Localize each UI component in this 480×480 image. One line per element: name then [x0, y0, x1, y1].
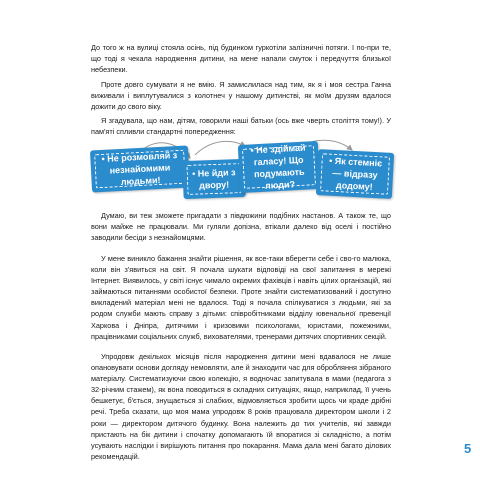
warning-card-1: [90, 145, 190, 192]
paragraph-2: Проте довго сумувати я не вмію. Я замислилася над тим, як я і моя сестра Ганна виживали і виплутувалися з колотнеч у нашому дитинстві, як моїм друзям вдалося дожити до свого віку.: [91, 80, 391, 112]
paragraph-6: Упродовж декількох місяців після народження дитини мені вдавалося не лише опановувати основи догляду немовляти, але й знаходити час для обробляння зібраного матеріалу. Систематизуючи свою колекцію, я водночас запитувала в мами (педагога з 32-річним стажем), як вона поводиться в складних ситуаціях, якщо, наприклад, її учень бешкетує, б'ється, знущається зі слабких, відмовляється зробити щось чи краде дрібні речі. Треба сказати, що моя мама упродовж 8 років працювала директором школи і 2 роки — директором дитячого будинку. Вона належить до тих учителів, які завжди пристають на бік дитини і спочатку допомагають їй впоратися зі складністю, а потім усувають наслідки і вирішують питання про покарання. Мама дала мені багато ділових рекомендацій.: [91, 352, 391, 461]
warning-card-4: [316, 149, 394, 199]
warning-card-3-text: • Не здіймай галасу! Що подумають люди?: [242, 145, 316, 189]
paragraph-4: Думаю, ви теж зможете пригадати з півдюжини подібних настанов. А також те, що вони майже не працювали. Ми гуляли допізна, втікали далеко від оселі і постійно заводили бесіди з незнайомцями.: [91, 211, 391, 243]
paragraph-3: Я згадувала, що нам, дітям, говорили наші батьки (ось вже чверть століття тому!). У пам'яті спливли стандартні попередження:: [91, 116, 391, 137]
warning-card-2-text: • Не йди з двору!: [186, 163, 241, 195]
paragraph-5: У мене виникло бажання знайти рішення, як все-таки вберегти себе і сво-го малюка, коли він з'явиться на світ. Я почала шукати відповіді на свої запитання в мережі Інтернет. Виявилось, у світі існує чимало окремих фахівців і навіть цілих організацій, які займаються питаннями особистої безпеки. Проте знайти систематизований і доступно викладений матеріал мені не вдалося. Тоді я почала спілкуватися з людьми, які за родом служби мають справу з дітьми: співробітниками відділу ювенальної превенції Харкова і Дніпра, дитячими і кризовими психологами, юристами, пожежними, працівниками соціальних служб, вихователями, тренерами дитячих спортивних секцій.: [91, 254, 391, 341]
warning-card-1-text: • Не розмовляй з незнайомими людьми!: [94, 150, 186, 189]
page-number: 5: [464, 441, 472, 456]
warning-card-4-text: • Як стемніє — відразу додому!: [320, 153, 390, 195]
warning-card-3: [238, 141, 320, 193]
warning-card-2: [182, 159, 245, 199]
paragraph-1: До того ж на вулиці стояла осінь, під будинком гуркотіли залізничні потяги. І по-при те, що тоді я чекала народження дитини, на мене напали смуток і передчуття близької небезпеки.: [91, 43, 391, 75]
